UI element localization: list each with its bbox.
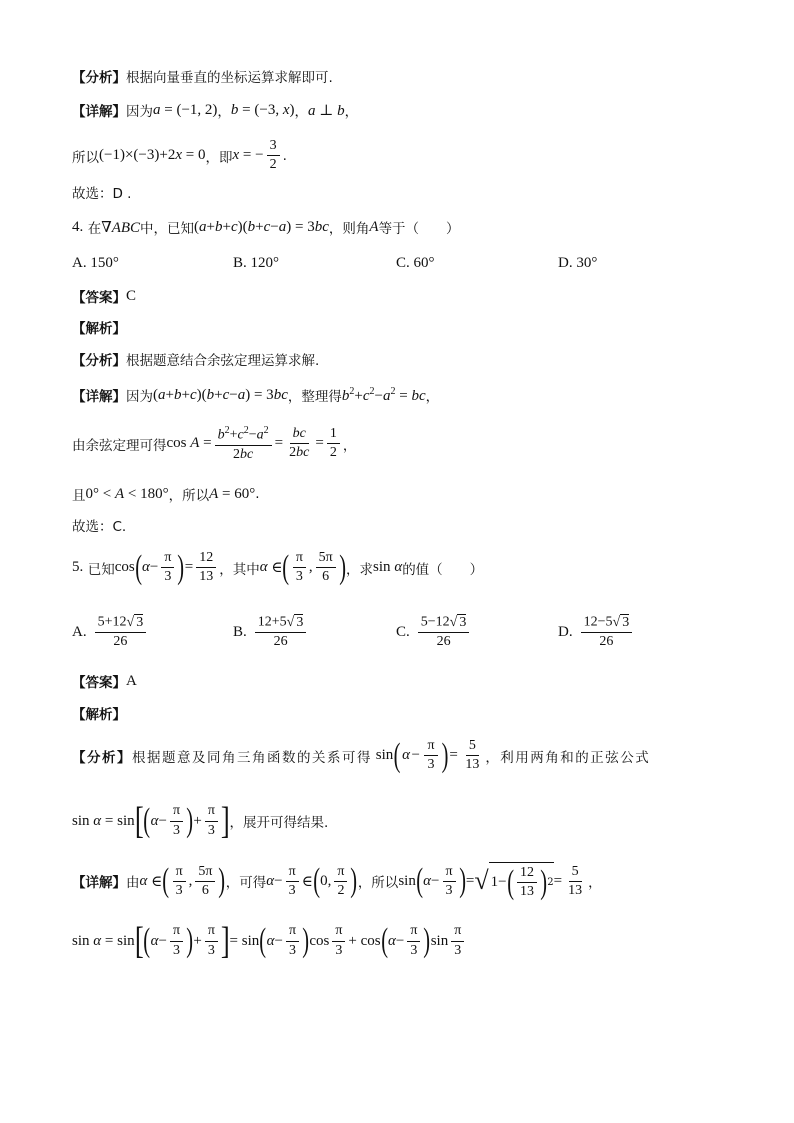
- q4-option-a: A. 150°: [72, 255, 119, 271]
- q4-option-b: B. 120°: [233, 255, 280, 271]
- sqrt-expr: √ 1− ( $\frac{12}{13}$ ) 2: [474, 863, 554, 901]
- answer-5: 【答案】 A: [72, 672, 137, 691]
- question-4: 4. 在 ∇ABC 中，已知 (a+b+c)(b+c−a) = 3bc ，则角 A 等于（ ）: [72, 218, 460, 237]
- choose-line-3: 故选：D .: [72, 186, 132, 202]
- question-5: 5. 已知 cos ( α − $\frac{\pi}{3}$ ) = $\frac{12}{13}$ ，其中 α ∈ ( $\frac{\pi}{3}$ , $\frac{5\pi}{6}$ ) ，求 sin α 的值（ ）: [72, 548, 484, 586]
- vector-a-expr: a = (−1, 2): [153, 101, 218, 118]
- analysis-line-1: [72, 66, 333, 86]
- q5-option-d: D. 12−5√ 3 26: [558, 614, 635, 650]
- dot-product-expr: (−1)×(−3)+2x = 0: [99, 147, 206, 164]
- analysis-4: 【分析】 根据题意结合余弦定理运算求解.: [72, 353, 320, 369]
- q4-option-c: C. 60°: [396, 255, 435, 271]
- q5-option-a: A. 5+12√ 3 26: [72, 614, 149, 650]
- choose-line-4: 故选：C.: [72, 519, 127, 535]
- angle-range-line: 且 0° < A < 180° ，所以 A = 60° .: [72, 485, 260, 504]
- q5-option-c: C. 5−12√ 3 26: [396, 614, 472, 650]
- answer-4: 【答案】 C: [72, 287, 137, 306]
- solution-tag-4: 【解析】: [72, 321, 126, 337]
- analysis-text: 根据向量垂直的坐标运算求解即可.: [126, 70, 333, 86]
- triangle-abc: ∇ABC: [101, 219, 141, 236]
- detail-line-vectors: 【详解】 因为 a = (−1, 2) ， b = (−3, x) ， a ⊥ b ，: [72, 101, 359, 120]
- detail-5: 【详解】 由 α ∈ ( $\frac{\pi}{3}$ , $\frac{5\pi}{6}$ ) ，可得 α − $\frac{\pi}{3}$ ∈ ( 0, $\frac{\pi}{2}$ ) ，所以 sin ( α − $\frac{\pi}{3}$ ) = √ 1− ( $\frac{12}{13}$ ) 2 = $\frac{5}{13}$ ，: [72, 862, 602, 901]
- analysis-5: 【分析】 根据题意及同角三角函数的关系可得 sin ( α − $\frac{\pi}{3}$ ) = $\frac{5}{13}$ ，利用两角和的正弦公式: [72, 736, 651, 774]
- detail-4: 【详解】 因为 (a+b+c)(b+c−a) = 3bc ，整理得 $b^2+c^2-a^2$ = bc ，: [72, 385, 440, 405]
- analysis-tag: 【分析】: [72, 70, 126, 86]
- q5-option-b: B. 12+5√ 3 26: [233, 614, 309, 650]
- fraction-3-2: $\frac{3}{2}$: [267, 138, 280, 173]
- cosine-law-line: 由余弦定理可得 cos A = $\frac{b^2+c^2-a^2}{2bc}$ = $\frac{bc}{2bc}$ = $\frac{1}{2}$ ，: [72, 425, 357, 462]
- sum-formula-line: sin α = sin [ ( α − $\frac{\pi}{3}$ ) + $\frac{\pi}{3}$ ] ，展开可得结果.: [72, 800, 329, 842]
- q4-option-d: D. 30°: [558, 255, 598, 271]
- solution-tag-5: 【解析】: [72, 707, 126, 723]
- q4-condition: (a+b+c)(b+c−a) = 3bc: [194, 218, 329, 235]
- perpendicular-expr: a ⊥ b: [308, 102, 345, 119]
- vector-b-expr: b = (−3, x): [230, 101, 295, 118]
- detail-tag: 【详解】: [72, 104, 126, 120]
- detail-line-solve-x: 所以 (−1)×(−3)+2x = 0 ，即 x = − $\frac{3}{2}$ .: [72, 138, 287, 173]
- expansion-line: sin α = sin [ ( α − $\frac{\pi}{3}$ ) + $\frac{\pi}{3}$ ] = sin ( α − $\frac{\pi}{3}$ ) cos $\frac{\pi}{3}$ + cos ( α − $\frac{\pi}{3}$ ) sin $\frac{\pi}{3}$: [72, 922, 467, 960]
